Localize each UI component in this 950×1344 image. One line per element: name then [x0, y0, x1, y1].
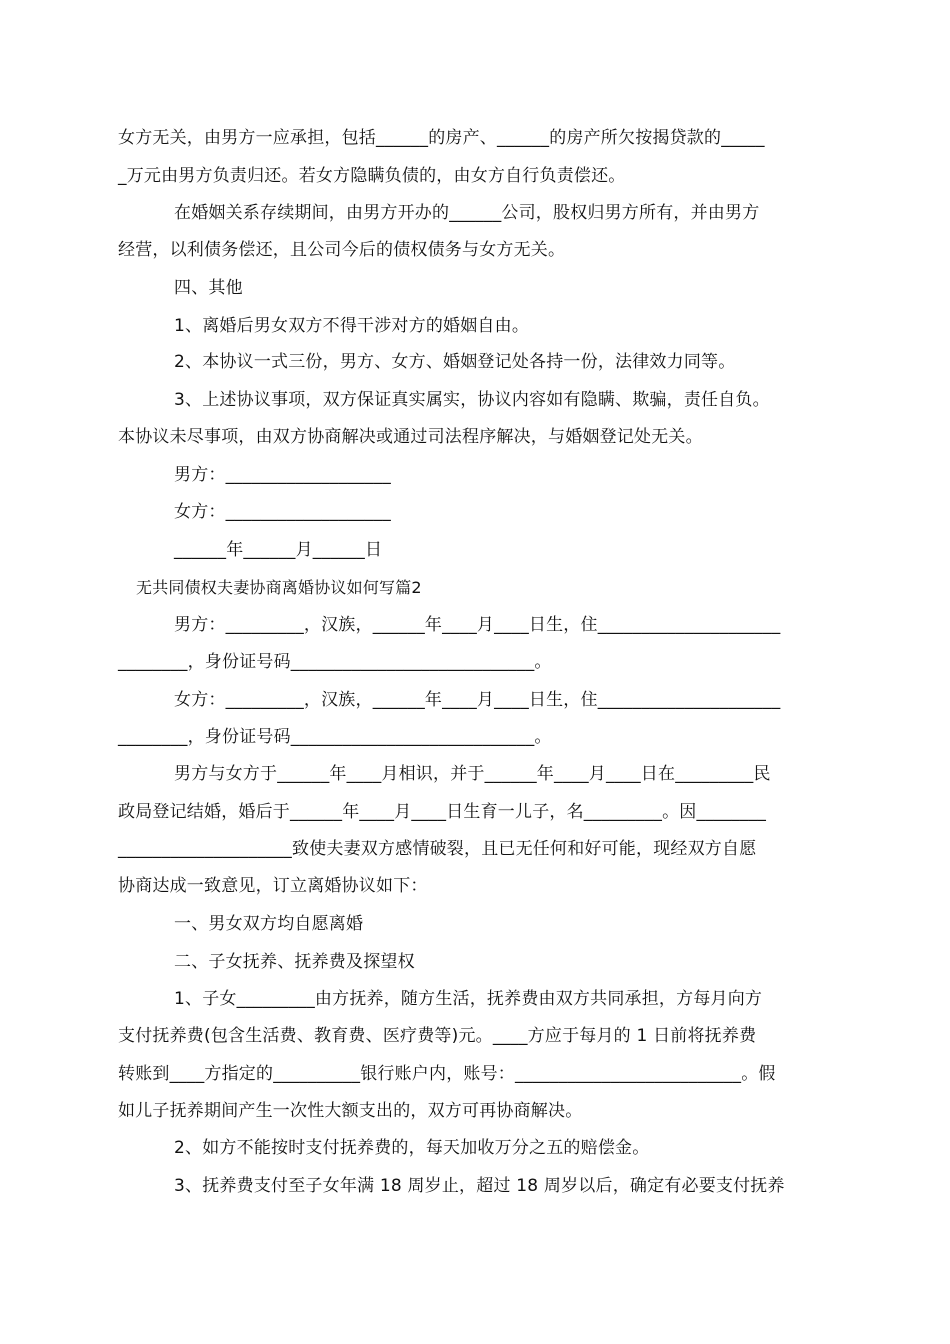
- section-heading: 四、其他: [174, 278, 243, 298]
- signature-line-male: 男方：___________________: [174, 465, 391, 485]
- text-line: 本协议未尽事项，由双方协商解决或通过司法程序解决，与婚姻登记处无关。: [118, 427, 703, 447]
- text-line: 政局登记结婚，婚后于______年____月____日生育一儿子，名_________。因________: [118, 802, 767, 822]
- text-line: _万元由男方负责归还。若女方隐瞒负债的，由女方自行负责偿还。: [118, 166, 626, 186]
- text-line: 2、如方不能按时支付抚养费的，每天加收万分之五的赔偿金。: [174, 1138, 650, 1158]
- text-line: 3、上述协议事项，双方保证真实属实，协议内容如有隐瞒、欺骗，责任自负。: [174, 390, 770, 410]
- text-line: 男方：_________，汉族，______年____月____日生，住_____________________: [174, 615, 781, 635]
- text-line: 协商达成一致意见，订立离婚协议如下：: [118, 876, 428, 896]
- text-line: 3、抚养费支付至子女年满 18 周岁止，超过 18 周岁以后，确定有必要支付抚养: [174, 1176, 785, 1196]
- text-line: 1、子女_________由方抚养，随方生活，抚养费由双方共同承担，方每月向方: [174, 989, 763, 1009]
- text-line: 支付抚养费(包含生活费、教育费、医疗费等)元。____方应于每月的 1 日前将抚养费: [118, 1026, 757, 1046]
- text-line: 1、离婚后男女双方不得干涉对方的婚姻自由。: [174, 316, 530, 336]
- date-line: ______年______月______日: [174, 540, 383, 560]
- text-line: 在婚姻关系存续期间，由男方开办的______公司，股权归男方所有，并由男方: [174, 203, 760, 223]
- section-heading: 二、子女抚养、抚养费及探望权: [174, 952, 415, 972]
- text-line: ________，身份证号码____________________________。: [118, 652, 552, 672]
- text-line: 如儿子抚养期间产生一次性大额支出的，双方可再协商解决。: [118, 1101, 583, 1121]
- text-line: 男方与女方于______年____月相识，并于______年____月____日在_________民: [174, 764, 771, 784]
- text-line: ____________________致使夫妻双方感情破裂，且已无任何和好可能，现经双方自愿: [118, 839, 757, 859]
- text-line: 女方：_________，汉族，______年____月____日生，住_____________________: [174, 690, 781, 710]
- section-heading: 一、男女双方均自愿离婚: [174, 914, 364, 934]
- text-line: ________，身份证号码____________________________。: [118, 727, 552, 747]
- signature-line-female: 女方：___________________: [174, 502, 391, 522]
- text-line: 转账到____方指定的__________银行账户内，账号：__________________________。假: [118, 1064, 776, 1084]
- article-title: 无共同债权夫妻协商离婚协议如何写篇2: [136, 578, 422, 597]
- text-line: 2、本协议一式三份，男方、女方、婚姻登记处各持一份，法律效力同等。: [174, 352, 736, 372]
- text-line: 经营，以利债务偿还，且公司今后的债权债务与女方无关。: [118, 240, 566, 260]
- text-line: 女方无关，由男方一应承担，包括______的房产、______的房产所欠按揭贷款的_____: [118, 128, 765, 148]
